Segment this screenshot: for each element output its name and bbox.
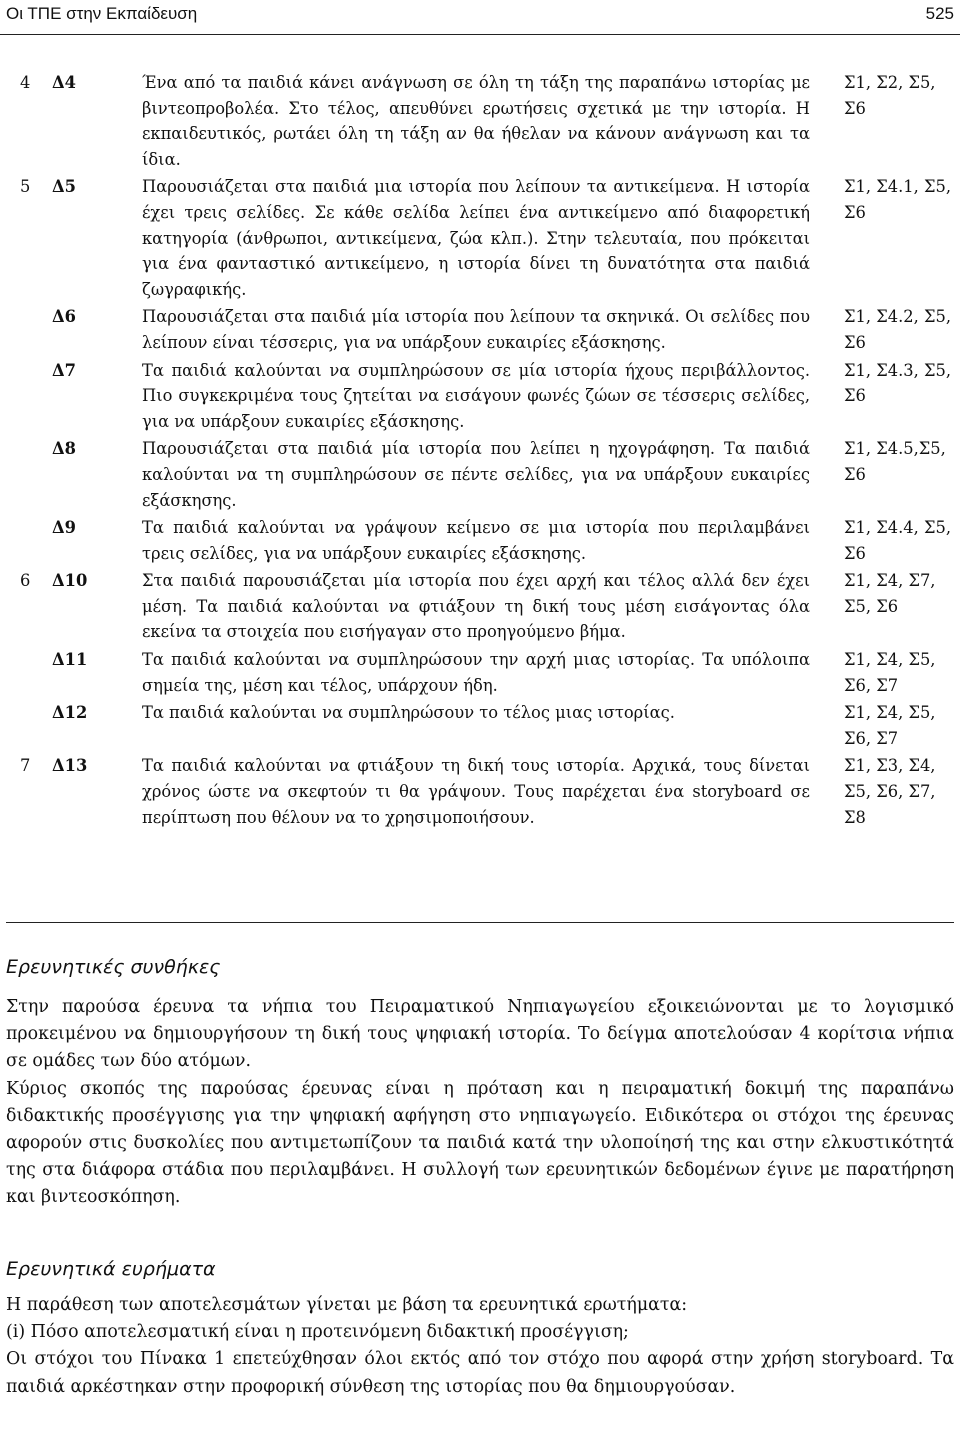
paragraph: Στην παρούσα έρευνα τα νήπια του Πειραματικού Νηπιαγωγείου εξοικειώνονται με το λογισμικό προκειμένου να δημιουργήσουν τη δική τους ψηφιακή ιστορία. Το δείγμα αποτελούσαν 4 κορίτσια νήπια σε ομάδες των δύο ατόμων. — [6, 997, 954, 1072]
activity-code: Δ5 — [52, 177, 76, 197]
activity-description: Παρουσιάζεται στα παιδιά μία ιστορία που λείπει η ηχογράφηση. Τα παιδιά καλούνται να τη συμπληρώσουν σε πέντε σελίδες, για να υπάρξουν ευκαιρίες εξάσκησης. — [142, 439, 810, 510]
table-row — [6, 304, 954, 357]
activity-goals: Σ1, Σ2, Σ5, Σ6 — [844, 73, 936, 118]
table-row — [6, 358, 954, 437]
paragraph: Κύριος σκοπός της παρούσας έρευνας είναι η πρόταση και η πειραματική δοκιμή της παραπάνω διδακτικής προσέγγισης για την ψηφιακή αφήγηση στο νηπιαγωγείο. Ειδικότερα οι στόχοι της έρευνας αφορούν στις δυσκολίες που αντιμετωπίζουν τα παιδιά κατά την υλοποίησή της και στην ελκυστικότητά της στα διάφορα στάδια που περιλαμβάνει. Η συλλογή των ερευνητικών δεδομένων έγινε με παρατήρηση και βιντεοσκόπηση. — [6, 1078, 954, 1208]
activity-description: Τα παιδιά καλούνται να συμπληρώσουν το τέλος μιας ιστορίας. — [142, 703, 675, 723]
activity-code: Δ7 — [52, 360, 76, 380]
section-heading: Ερευνητικές συνθήκες — [6, 956, 221, 978]
activity-description: Τα παιδιά καλούνται να συμπληρώσουν σε μία ιστορία ήχους περιβάλλοντος. Πιο συγκεκριμένα τους ζητείται να εισάγουν φωνές ζώων σε τέσσερις σελίδες, για να υπάρξουν ευκαιρίες εξάσκησης. — [142, 360, 810, 431]
activity-code: Δ11 — [52, 650, 88, 670]
table-row — [6, 647, 954, 700]
activity-description: Παρουσιάζεται στα παιδιά μια ιστορία που λείπουν τα αντικείμενα. Η ιστορία έχει τρεις σελίδες. Σε κάθε σελίδα λείπει ένα αντικείμενο από διαφορετική κατηγορία (άνθρωποι, αντικείμενα, ζώα κλπ.). Στην τελευταία, που πρόκειται για ένα φανταστικό αντικείμενο, η ιστορία δίνει τη δυνατότητα στα παιδιά ζωγραφικής. — [142, 177, 810, 299]
activity-code: Δ6 — [52, 307, 76, 327]
step-number: 5 — [20, 177, 31, 197]
step-number — [6, 700, 52, 753]
activity-description: Τα παιδιά καλούνται να συμπληρώσουν την αρχή μιας ιστορίας. Τα υπόλοιπα σημεία της, μέση και τέλος, υπάρχουν ήδη. — [142, 650, 810, 695]
step-number — [6, 436, 52, 515]
table-row — [6, 568, 954, 647]
activity-description: Ένα από τα παιδιά κάνει ανάγνωση σε όλη τη τάξη της παραπάνω ιστορίας με βιντεοπροβολέα. Στο τέλος, απευθύνει ερωτήσεις σχετικά με την ιστορία. Η εκπαιδευτικός, ρωτάει όλη τη τάξη αν θα ήθελαν να κάνουν ανάγνωση και τα ίδια. — [142, 73, 810, 169]
step-number — [6, 304, 52, 357]
section-heading: Ερευνητικά ευρήματα — [6, 1258, 216, 1280]
table-row — [6, 436, 954, 515]
activity-code: Δ10 — [52, 571, 88, 591]
research-question: (i) Πόσο αποτελεσματική είναι η προτεινόμενη διδακτική προσέγγιση; — [6, 1322, 629, 1343]
section-research-conditions — [6, 954, 954, 1212]
paragraph: Οι στόχοι του Πίνακα 1 επετεύχθησαν όλοι εκτός από τον στόχο που αφορά στην χρήση storyboard. Τα παιδιά αρκέστηκαν στην προφορική σύνθεση της ιστορίας που θα δημιουργούσαν. — [6, 1349, 954, 1397]
table-row — [6, 70, 954, 174]
activity-description: Τα παιδιά καλούνται να γράψουν κείμενο σε μια ιστορία που περιλαμβάνει τρεις σελίδες, για να υπάρξουν ευκαιρίες εξάσκησης. — [142, 518, 810, 563]
step-number: 4 — [20, 73, 31, 92]
header-title: Οι ΤΠΕ στην Εκπαίδευση — [6, 4, 198, 23]
running-header — [0, 0, 960, 35]
activity-code: Δ12 — [52, 703, 88, 723]
activity-code: Δ13 — [52, 756, 88, 776]
paragraph: Η παράθεση των αποτελεσμάτων γίνεται με βάση τα ερευνητικά ερωτήματα: — [6, 1295, 688, 1315]
activity-goals: Σ1, Σ4.5,Σ5, Σ6 — [844, 439, 946, 484]
table-row — [6, 700, 954, 753]
activity-goals: Σ1, Σ4, Σ7, Σ5, Σ6 — [844, 571, 936, 616]
activities-table — [6, 70, 954, 834]
table-row — [6, 174, 954, 304]
step-number — [6, 515, 52, 568]
step-number — [6, 358, 52, 437]
step-number: 6 — [20, 571, 31, 591]
activity-goals: Σ1, Σ4.3, Σ5, Σ6 — [844, 360, 952, 406]
activity-description: Τα παιδιά καλούνται να φτιάξουν τη δική τους ιστορία. Αρχικά, τους δίνεται χρόνος ώστε να σκεφτούν τι θα γράψουν. Τους παρέχεται ένα storyboard σε περίπτωση που θέλουν να το χρησιμοποιήσουν. — [142, 756, 810, 827]
page-number: 525 — [925, 4, 954, 23]
activity-code: Δ4 — [52, 73, 76, 92]
activity-description: Στα παιδιά παρουσιάζεται μία ιστορία που έχει αρχή και τέλος αλλά δεν έχει μέση. Τα παιδιά καλούνται να φτιάξουν τη δική τους μέση εισάγοντας όλα εκείνα τα στοιχεία που εισήγαγαν στο προηγούμενο βήμα. — [142, 571, 810, 642]
table-row — [6, 515, 954, 568]
activity-goals: Σ1, Σ4.1, Σ5, Σ6 — [844, 177, 952, 222]
table-row — [6, 753, 954, 834]
activity-goals: Σ1, Σ4, Σ5, Σ6, Σ7 — [844, 650, 936, 695]
table-bottom-rule — [6, 922, 954, 923]
activity-description: Παρουσιάζεται στα παιδιά μία ιστορία που λείπουν τα σκηνικά. Οι σελίδες που λείπουν είναι τέσσερις, για να υπάρξουν ευκαιρίες εξάσκησης. — [142, 307, 810, 352]
step-number — [6, 647, 52, 700]
activity-goals: Σ1, Σ4, Σ5, Σ6, Σ7 — [844, 703, 936, 748]
activity-goals: Σ1, Σ4.2, Σ5, Σ6 — [844, 307, 952, 352]
section-research-findings — [6, 1256, 954, 1401]
activity-goals: Σ1, Σ3, Σ4, Σ5, Σ6, Σ7, Σ8 — [844, 756, 936, 827]
activity-code: Δ9 — [52, 518, 76, 538]
activity-code: Δ8 — [52, 439, 76, 459]
step-number: 7 — [20, 756, 31, 776]
activity-goals: Σ1, Σ4.4, Σ5, Σ6 — [844, 518, 952, 563]
